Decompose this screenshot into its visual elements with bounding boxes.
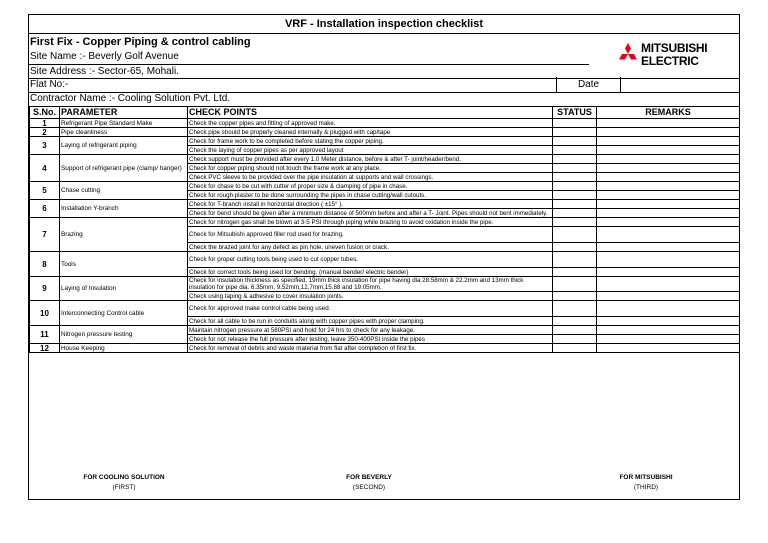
status-cell[interactable] bbox=[553, 128, 597, 137]
row-sno: 11 bbox=[30, 326, 60, 344]
row-sno: 4 bbox=[30, 155, 60, 182]
remarks-cell[interactable] bbox=[597, 243, 740, 252]
remarks-cell[interactable] bbox=[597, 128, 740, 137]
table-row bbox=[30, 252, 740, 268]
col-sno: S.No. bbox=[30, 107, 60, 119]
row-sno: 8 bbox=[30, 252, 60, 277]
status-cell[interactable] bbox=[553, 292, 597, 301]
remarks-cell[interactable] bbox=[597, 146, 740, 155]
check-point: Check for rough plaster to be done surrounding the pipes in chase cutting/wall cutouts. bbox=[188, 191, 553, 200]
site-name: Site Name :- Beverly Golf Avenue bbox=[30, 51, 179, 62]
row-parameter: House Keeping bbox=[60, 344, 188, 353]
row-sno: 12 bbox=[30, 344, 60, 353]
status-cell[interactable] bbox=[553, 218, 597, 227]
check-point: Check the copper pipes and fitting of approved make. bbox=[188, 119, 553, 128]
table-row bbox=[30, 137, 740, 146]
remarks-cell[interactable] bbox=[597, 119, 740, 128]
row-parameter: Nitrogen pressure testing bbox=[60, 326, 188, 344]
row-parameter: Support of refrigerant pipe (clamp/ hanger) bbox=[60, 155, 188, 182]
remarks-cell[interactable] bbox=[597, 335, 740, 344]
remarks-cell[interactable] bbox=[597, 137, 740, 146]
row-sno: 2 bbox=[30, 128, 60, 137]
status-cell[interactable] bbox=[553, 182, 597, 191]
remarks-cell[interactable] bbox=[597, 227, 740, 243]
logo-wordmark: MITSUBISHI ELECTRIC bbox=[641, 41, 708, 68]
check-point: Check the brazed joint for any defect as pin hole, uneven fusion or crack. bbox=[188, 243, 553, 252]
remarks-cell[interactable] bbox=[597, 173, 740, 182]
status-cell[interactable] bbox=[553, 155, 597, 164]
check-point: Check for frame work to be completed before stating the copper piping. bbox=[188, 137, 553, 146]
row-sno: 9 bbox=[30, 277, 60, 301]
row-sno: 5 bbox=[30, 182, 60, 200]
check-point: Check for T-branch install in horizontal direction ( ±15° ). bbox=[188, 200, 553, 209]
remarks-cell[interactable] bbox=[597, 164, 740, 173]
check-point: Check for not release the full pressure after testing, leave 350-400PSI inside the pipes bbox=[188, 335, 553, 344]
date-label: Date bbox=[556, 77, 621, 92]
status-cell[interactable] bbox=[553, 191, 597, 200]
check-point: Check pipe should be properly cleaned internally & plugged with cap/tape bbox=[188, 128, 553, 137]
check-point: Check for chase to be cut with cutter of proper size & clamping of pipe in chase. bbox=[188, 182, 553, 191]
remarks-cell[interactable] bbox=[597, 268, 740, 277]
checklist-sheet bbox=[28, 14, 740, 500]
status-cell[interactable] bbox=[553, 200, 597, 209]
row-sno: 3 bbox=[30, 137, 60, 155]
check-point: Check for copper piping should not touch the frame work at any place. bbox=[188, 164, 553, 173]
status-cell[interactable] bbox=[553, 326, 597, 335]
remarks-cell[interactable] bbox=[597, 317, 740, 326]
remarks-cell[interactable] bbox=[597, 200, 740, 209]
check-point: Check support must be provided after every 1.0 Meter distance, before & after T- joint/header/bend. bbox=[188, 155, 553, 164]
remarks-cell[interactable] bbox=[597, 191, 740, 200]
check-point: Check for nitrogen gas shall be blown at 3-5 PSI through piping while brazing to avoid oxidation inside the pipe. bbox=[188, 218, 553, 227]
remarks-cell[interactable] bbox=[597, 218, 740, 227]
row-sno: 1 bbox=[30, 119, 60, 128]
site-address: Site Address :- Sector-65, Mohali. bbox=[30, 66, 179, 77]
table-row bbox=[30, 119, 740, 128]
mitsubishi-logo bbox=[617, 39, 727, 73]
col-parameter: PARAMETER bbox=[60, 107, 188, 119]
check-point: Maintain nitrogen pressure at 580PSI and hold for 24 hrs to check for any leakage. bbox=[188, 326, 553, 335]
check-point: Check for Mitsubishi approved filler rod used for brazing. bbox=[188, 227, 553, 243]
row-parameter: Tools bbox=[60, 252, 188, 277]
status-cell[interactable] bbox=[553, 317, 597, 326]
col-check-points: CHECK POINTS bbox=[188, 107, 553, 119]
status-cell[interactable] bbox=[553, 344, 597, 353]
remarks-cell[interactable] bbox=[597, 344, 740, 353]
check-point: Check the laying of copper pipes as per approved layout bbox=[188, 146, 553, 155]
table-row bbox=[30, 277, 740, 292]
checklist-table bbox=[29, 106, 740, 353]
row-sno: 10 bbox=[30, 301, 60, 326]
contractor-name: Contractor Name :- Cooling Solution Pvt. Ltd. bbox=[30, 93, 231, 104]
check-point: Check using taping & adhesive to cover insulation joints. bbox=[188, 292, 553, 301]
check-point: Check for insulation thickness as specified. 19mm thick insulation for pipe having dia 28.58mm & 22.2mm and 13mm thick insulation for pipe dia. 6.35mm, 9.52mm,12.7mm,15.88 and 19.05mm. bbox=[188, 277, 553, 292]
row-sno: 6 bbox=[30, 200, 60, 218]
table-row bbox=[30, 301, 740, 317]
section-title: First Fix - Copper Piping & control cabling bbox=[30, 36, 251, 48]
row-parameter: Refrigerant Pipe Standard Make bbox=[60, 119, 188, 128]
check-point: Check for bend should be given after a minimum distance of 500mm before and after a T- Joint. Pipes should not bent immediately. bbox=[188, 209, 553, 218]
remarks-cell[interactable] bbox=[597, 277, 740, 292]
table-row bbox=[30, 128, 740, 137]
table-row bbox=[30, 218, 740, 227]
row-parameter: Laying of refrigerant piping bbox=[60, 137, 188, 155]
remarks-cell[interactable] bbox=[597, 209, 740, 218]
check-point: Check for all cable to be run in conduits along with copper pipes with proper clamping. bbox=[188, 317, 553, 326]
table-row bbox=[30, 155, 740, 164]
status-cell[interactable] bbox=[553, 243, 597, 252]
flat-no: Flat No:- bbox=[30, 79, 69, 90]
three-diamonds-icon bbox=[617, 43, 639, 65]
status-cell[interactable] bbox=[553, 209, 597, 218]
col-status: STATUS bbox=[553, 107, 597, 119]
row-parameter: Pipe cleanliness bbox=[60, 128, 188, 137]
status-cell[interactable] bbox=[553, 227, 597, 243]
check-point: Check for proper cutting tools being used to cut copper tubes. bbox=[188, 252, 553, 268]
status-cell[interactable] bbox=[553, 252, 597, 268]
check-point: Check PVC sleeve to be provided over the pipe insulation at supports and wall crossings. bbox=[188, 173, 553, 182]
remarks-cell[interactable] bbox=[597, 301, 740, 317]
remarks-cell[interactable] bbox=[597, 326, 740, 335]
row-parameter: Laying of Insulation bbox=[60, 277, 188, 301]
status-cell[interactable] bbox=[553, 301, 597, 317]
status-cell[interactable] bbox=[553, 119, 597, 128]
check-point: Check for removal of debris and waste material from flat after completion of first fix. bbox=[188, 344, 553, 353]
signature-mitsubishi: FOR MITSUBISHI (THIRD) bbox=[619, 474, 673, 491]
status-cell[interactable] bbox=[553, 164, 597, 173]
table-header-row bbox=[30, 107, 740, 119]
remarks-cell[interactable] bbox=[597, 155, 740, 164]
status-cell[interactable] bbox=[553, 268, 597, 277]
status-cell[interactable] bbox=[553, 137, 597, 146]
row-parameter: Brazing bbox=[60, 218, 188, 252]
row-sno: 7 bbox=[30, 218, 60, 252]
check-point: Check for approved make control cable being used. bbox=[188, 301, 553, 317]
table-row bbox=[30, 182, 740, 191]
table-row bbox=[30, 326, 740, 335]
status-cell[interactable] bbox=[553, 173, 597, 182]
row-parameter: Chase cutting bbox=[60, 182, 188, 200]
signature-beverly: FOR BEVERLY (SECOND) bbox=[346, 474, 392, 491]
status-cell[interactable] bbox=[553, 277, 597, 292]
col-remarks: REMARKS bbox=[597, 107, 740, 119]
row-parameter: Installation Y-branch bbox=[60, 200, 188, 218]
signature-cooling-solution: FOR COOLING SOLUTION (FIRST) bbox=[83, 474, 165, 491]
table-row bbox=[30, 200, 740, 209]
status-cell[interactable] bbox=[553, 146, 597, 155]
sheet-title: VRF - Installation inspection checklist bbox=[29, 15, 739, 34]
check-point: Check for correct tools being used for bending. (manual bender/ electric bender) bbox=[188, 268, 553, 277]
remarks-cell[interactable] bbox=[597, 182, 740, 191]
remarks-cell[interactable] bbox=[597, 252, 740, 268]
row-parameter: Interconnecting Control cable bbox=[60, 301, 188, 326]
remarks-cell[interactable] bbox=[597, 292, 740, 301]
table-row bbox=[30, 344, 740, 353]
status-cell[interactable] bbox=[553, 335, 597, 344]
